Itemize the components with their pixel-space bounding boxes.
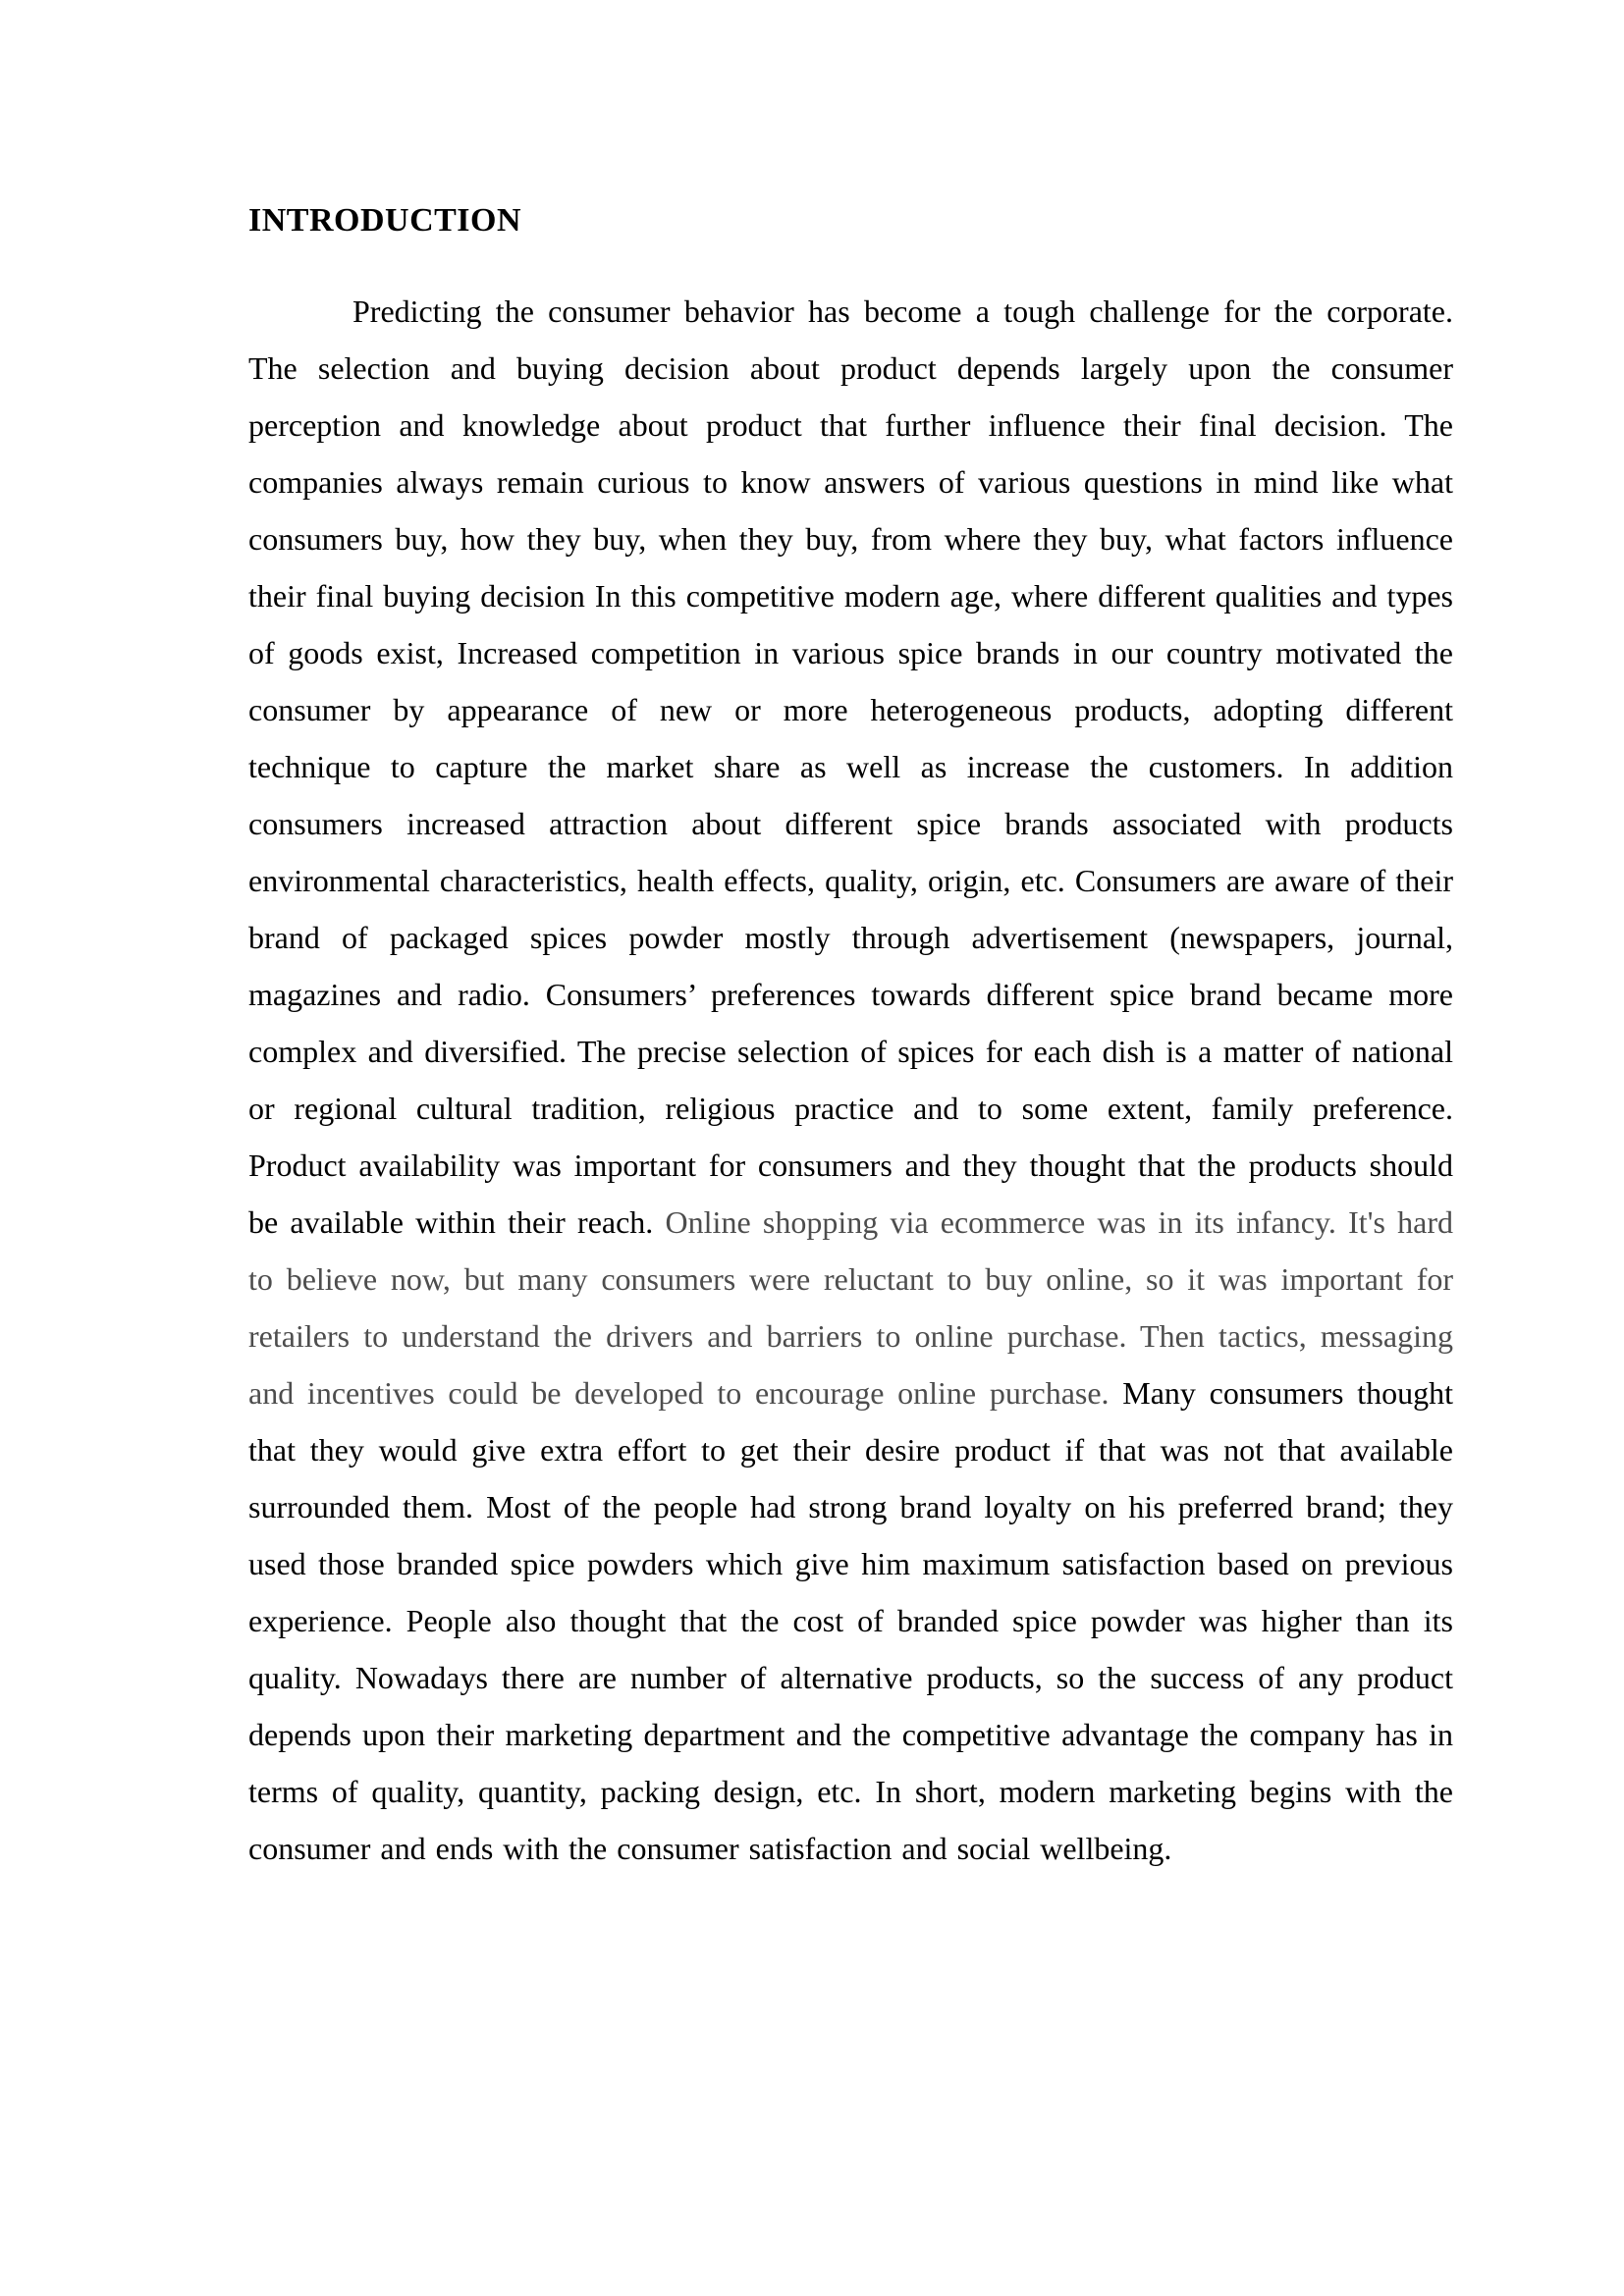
section-heading: INTRODUCTION bbox=[248, 202, 522, 239]
paragraph-segment-muted: Online shopping via ecommerce was in its infancy. It's hard to believe now, but many consumers were reluctant to buy online, so it was important for retailers to understand the drivers and barriers to online purchase. Then tactics, messaging and incentives could be developed to encourage online purchase. bbox=[248, 1204, 1454, 1411]
document-content bbox=[248, 202, 1453, 1877]
body-paragraph bbox=[248, 283, 1453, 1877]
paragraph-segment-normal: Predicting the consumer behavior has become a tough challenge for the corporate. The selection and buying decision about product depends largely upon the consumer perception and knowledge about product that further influence their final decision. The companies always remain curious to know answers of various questions in mind like what consumers buy, how they buy, when they buy, from where they buy, what factors influence their final buying decision In this competitive modern age, where different qualities and types of goods exist, Increased competition in various spice brands in our country motivated the consumer by appearance of new or more heterogeneous products, adopting different technique to capture the market share as well as increase the customers. In addition consumers increased attraction about different spice brands associated with products environmental characteristics, health effects, quality, origin, etc. Consumers are aware of their brand of packaged spices powder mostly through advertisement (newspapers, journal, magazines and radio. Consumers’ preferences towards different spice brand became more complex and diversified. The precise selection of spices for each dish is a matter of national or regional cultural tradition, religious practice and to some extent, family preference. Product availability was important for consumers and they thought that the products should be available within their reach. bbox=[248, 294, 1453, 1240]
paragraph-segment-normal: Many consumers thought that they would give extra effort to get their desire product if that was not that available surrounded them. Most of the people had strong brand loyalty on his preferred brand; they used those branded spice powders which give him maximum satisfaction based on previous experience. People also thought that the cost of branded spice powder was higher than its quality. Nowadays there are number of alternative products, so the success of any product depends upon their marketing department and the competitive advantage the company has in terms of quality, quantity, packing design, etc. In short, modern marketing begins with the consumer and ends with the consumer satisfaction and social wellbeing. bbox=[248, 1375, 1453, 1866]
